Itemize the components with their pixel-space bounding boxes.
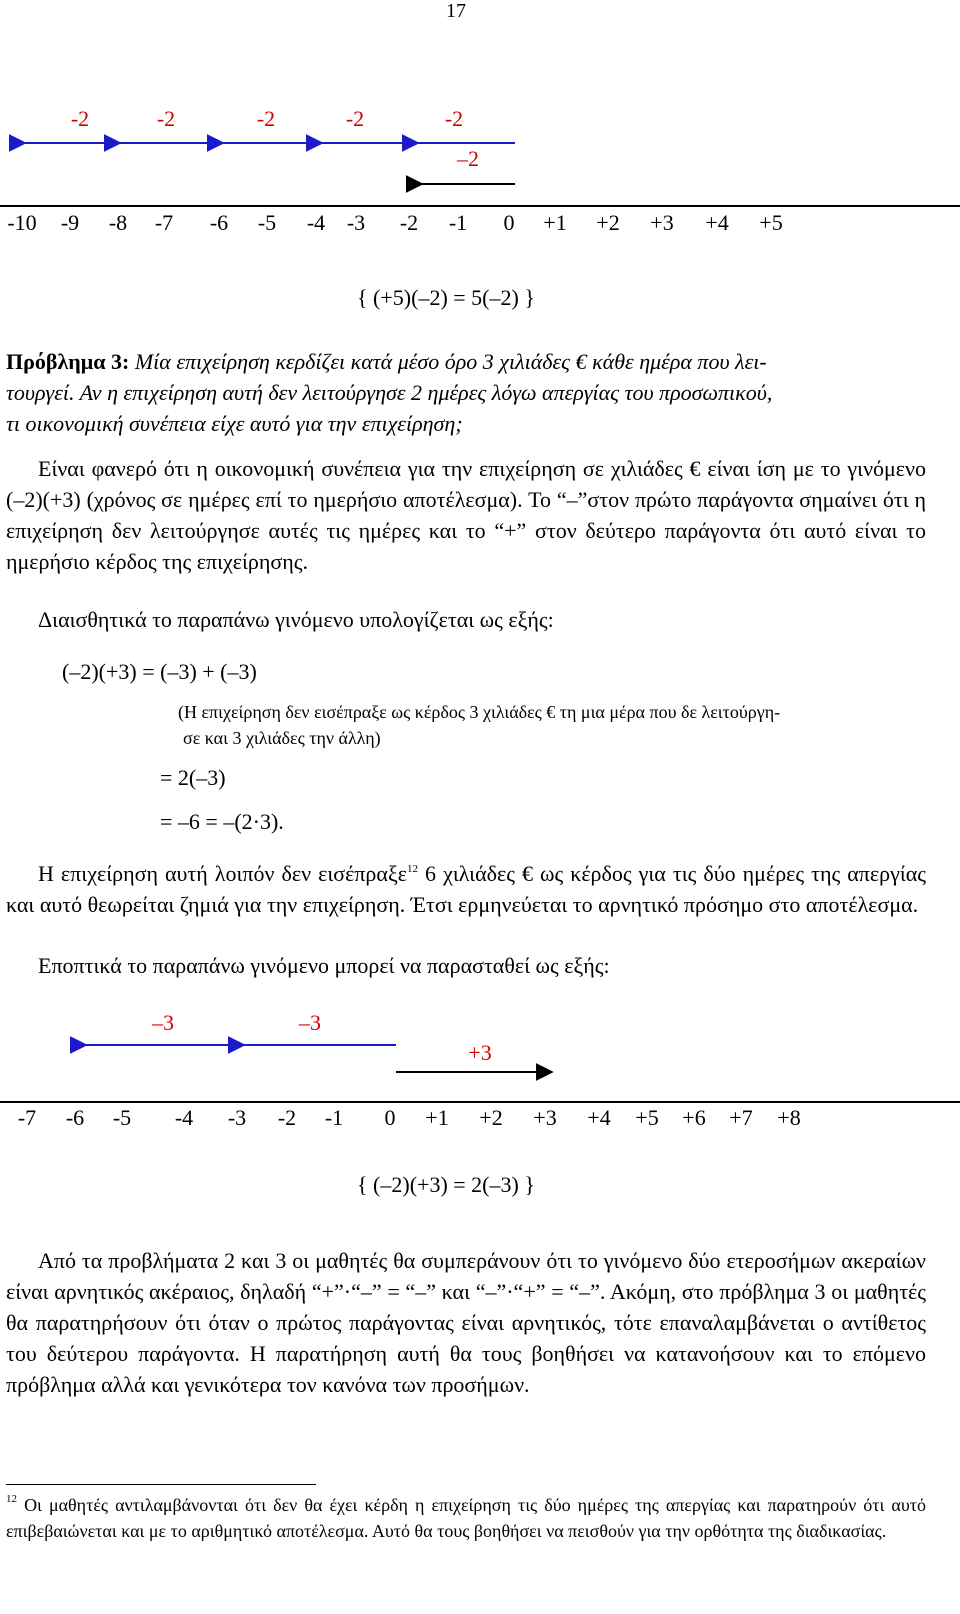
tick-label: 0 [503, 210, 515, 235]
equation-1: { (+5)(–2) = 5(–2) } [357, 285, 535, 310]
footnote [6, 1492, 926, 1544]
tick-label: -6 [209, 210, 229, 235]
calc-line-3: = –6 = –(2·3). [160, 809, 284, 834]
calc-note-1: (Η επιχείρηση δεν εισέπραξε ως κέρδος 3 χιλιάδες € τη μια μέρα που δε λειτούργη- [178, 702, 781, 722]
tick-label: +8 [777, 1105, 801, 1130]
problem-title: Πρόβλημα 3: [6, 349, 130, 374]
tick-label: +1 [543, 210, 567, 235]
tick-label: -1 [448, 210, 468, 235]
page-number: 17 [446, 0, 466, 22]
tick-label: +5 [759, 210, 783, 235]
tick-label: +2 [479, 1105, 503, 1130]
tick-label: -4 [174, 1105, 194, 1130]
tick-label: +3 [650, 210, 674, 235]
paragraph-sign-rule: Από τα προβλήματα 2 και 3 οι μαθητές θα συμπεράνουν ότι το γινόμενο δύο ετεροσήμων ακεραίων είναι αρνητικός ακέραιος, δηλαδή “+”·“–” = “–” και “–”·“+” = “–”. Ακόμη, στο πρόβλημα 3 οι μαθητές θα παρατηρήσουν ότι όταν ο πρώτος παράγοντας είναι αρνητικός, τότε επαναλαμβάνεται ο αντίθετος του δεύτερου παράγοντα. Η παρατήρηση αυτή θα τους βοηθήσει να κατανοήσουν και το επόμενο πρόβλημα αλλά και γενικότερα τον κανόνα των προσήμων. [6, 1248, 926, 1397]
calc-line-1: (–2)(+3) = (–3) + (–3) [62, 659, 257, 684]
tick-label: -3 [346, 210, 366, 235]
arrow-label: -2 [156, 106, 176, 131]
second-arrow-label: –2 [457, 146, 479, 171]
tick-label: +1 [425, 1105, 449, 1130]
tick-label: +4 [705, 210, 729, 235]
calc-line-2: = 2(–3) [160, 765, 226, 790]
tick-label: -9 [60, 210, 80, 235]
positive-arrow-label: +3 [468, 1040, 492, 1065]
equation-2: { (–2)(+3) = 2(–3) } [357, 1172, 535, 1197]
paragraph-conclusion-start: Η επιχείρηση αυτή λοιπόν δεν εισέπραξε [38, 861, 407, 886]
paragraph-consequence: Είναι φανερό ότι η οικονομική συνέπεια για την επιχείρηση σε χιλιάδες € είναι ίση με το γινόμενο (–2)(+3) (χρόνος σε ημέρες επί το ημερήσιο αποτέλεσμα). Το “–”στον πρώτο παράγοντα σημαίνει ότι η επιχείρηση δεν λειτούργησε αυτές τις ημέρες και το “+” στον δεύτερο παράγοντα ότι αυτό είναι το ημερήσιο κέρδος της επιχείρησης. [6, 456, 926, 574]
tick-label: -3 [227, 1105, 247, 1130]
tick-label: +4 [587, 1105, 611, 1130]
problem-3-line-2: τουργεί. Αν η επιχείρηση αυτή δεν λειτούργησε 2 ημέρες λόγω απεργίας του προσωπικού, [6, 380, 773, 405]
tick-label: -2 [399, 210, 419, 235]
tick-label: +6 [682, 1105, 706, 1130]
arrow-label: –3 [152, 1010, 174, 1035]
arrow-label: -2 [70, 106, 90, 131]
problem-statement: Μία επιχείρηση κερδίζει κατά μέσο όρο 3 χιλιάδες € κάθε ημέρα που λει- [129, 349, 767, 374]
tick-label: 0 [384, 1105, 396, 1130]
tick-label: -5 [112, 1105, 132, 1130]
tick-label: +7 [729, 1105, 753, 1130]
visual-heading: Εποπτικά το παραπάνω γινόμενο μπορεί να παρασταθεί ως εξής: [38, 953, 610, 978]
tick-label: +2 [596, 210, 620, 235]
tick-label: +3 [533, 1105, 557, 1130]
intuitive-heading: Διαισθητικά το παραπάνω γινόμενο υπολογίζεται ως εξής: [38, 607, 554, 632]
arrow-label: -2 [444, 106, 464, 131]
paragraph-conclusion-end: 6 χιλιάδες € ως κέρδος για τις δύο ημέρες της απεργίας και αυτό θεωρείται ζημιά για την επιχείρηση. Έτσι ερμηνεύεται το αρνητικό πρόσημο στο αποτέλεσμα. [6, 861, 926, 917]
arrow-label: -2 [256, 106, 276, 131]
tick-label: -5 [257, 210, 277, 235]
footnote-text: Οι μαθητές αντιλαμβάνονται ότι δεν θα έχει κέρδη η επιχείρηση τις δύο ημέρες της απεργίας και παρατηρούν ότι αυτό επιβεβαιώνεται και με το αριθμητικό αποτέλεσμα. Αυτό θα τους βοηθήσει να πεισθούν για την ορθότητα της διαδικασίας. [6, 1495, 926, 1541]
tick-label: -4 [306, 210, 326, 235]
tick-label: -7 [154, 210, 174, 235]
tick-label: -6 [65, 1105, 85, 1130]
tick-label: -2 [277, 1105, 297, 1130]
footnote-separator [6, 1484, 316, 1485]
problem-3-line-3: τι οικονομική συνέπεια είχε αυτό για την επιχείρηση; [6, 411, 463, 436]
footnote-ref: 12 [407, 863, 418, 875]
footnote-number: 12 [6, 1493, 17, 1505]
tick-label: +5 [635, 1105, 659, 1130]
tick-label: -7 [17, 1105, 37, 1130]
tick-label: -10 [7, 210, 37, 235]
tick-label: -8 [108, 210, 128, 235]
arrow-label: –3 [299, 1010, 321, 1035]
arrow-label: -2 [345, 106, 365, 131]
calc-note-2: σε και 3 χιλιάδες την άλλη) [183, 728, 381, 748]
tick-label: -1 [324, 1105, 344, 1130]
